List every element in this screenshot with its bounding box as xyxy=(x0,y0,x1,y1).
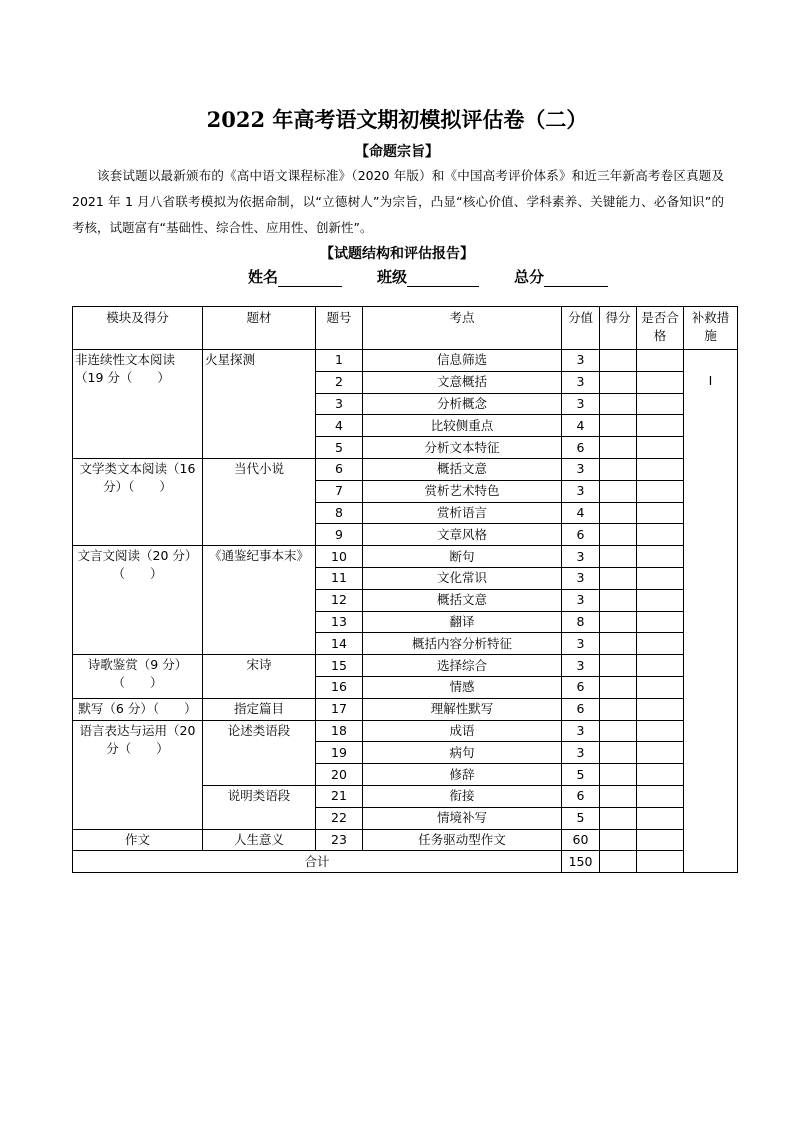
module-cell: 文学类文本阅读（16 分）（ ） xyxy=(73,458,203,545)
material-cell: 当代小说 xyxy=(203,458,316,545)
table-row xyxy=(73,546,738,568)
section-heading-structure: 【试题结构和评估报告】 xyxy=(320,246,474,262)
pass-check-cell[interactable] xyxy=(637,633,684,655)
class-field[interactable] xyxy=(377,266,479,287)
exam-point-cell: 选择综合 xyxy=(363,655,562,677)
pass-check-cell[interactable] xyxy=(637,524,684,546)
total-label-cell: 合计 xyxy=(73,851,562,873)
earned-score-cell[interactable] xyxy=(600,567,637,589)
earned-score-cell[interactable] xyxy=(600,393,637,415)
full-score-cell: 6 xyxy=(562,524,600,546)
total-earned-cell[interactable] xyxy=(600,851,637,873)
exam-point-cell: 赏析语言 xyxy=(363,502,562,524)
full-score-cell: 3 xyxy=(562,546,600,568)
module-cell: 作文 xyxy=(73,829,203,851)
question-number-cell: 12 xyxy=(316,589,363,611)
question-number-cell: 20 xyxy=(316,764,363,786)
question-number-cell: 13 xyxy=(316,611,363,633)
question-number-cell: 16 xyxy=(316,676,363,698)
question-number-cell: 14 xyxy=(316,633,363,655)
question-number-cell: 3 xyxy=(316,393,363,415)
exam-point-cell: 分析概念 xyxy=(363,393,562,415)
pass-check-cell[interactable] xyxy=(637,611,684,633)
pass-check-cell[interactable] xyxy=(637,698,684,720)
name-field[interactable] xyxy=(248,266,342,287)
header-cell: 分值 xyxy=(562,307,600,350)
total-label: 总分 xyxy=(514,268,545,286)
question-number-cell: 18 xyxy=(316,720,363,742)
earned-score-cell[interactable] xyxy=(600,546,637,568)
pass-check-cell[interactable] xyxy=(637,458,684,480)
pass-check-cell[interactable] xyxy=(637,480,684,502)
remedy-cell[interactable] xyxy=(684,350,738,873)
remedy-mark: I xyxy=(708,373,713,388)
full-score-cell: 3 xyxy=(562,350,600,372)
question-number-cell: 6 xyxy=(316,458,363,480)
pass-check-cell[interactable] xyxy=(637,415,684,437)
question-number-cell: 19 xyxy=(316,742,363,764)
exam-point-cell: 信息筛选 xyxy=(363,350,562,372)
total-blank[interactable] xyxy=(544,270,608,287)
full-score-cell: 6 xyxy=(562,698,600,720)
table-row xyxy=(73,350,738,372)
table-row xyxy=(73,458,738,480)
exam-point-cell: 文化常识 xyxy=(363,567,562,589)
earned-score-cell[interactable] xyxy=(600,829,637,851)
full-score-cell: 5 xyxy=(562,764,600,786)
header-cell: 得分 xyxy=(600,307,637,350)
section-heading-purpose: 【命题宗旨】 xyxy=(355,144,439,160)
full-score-cell: 6 xyxy=(562,437,600,459)
pass-check-cell[interactable] xyxy=(637,720,684,742)
full-score-cell: 3 xyxy=(562,655,600,677)
question-number-cell: 1 xyxy=(316,350,363,372)
total-field[interactable] xyxy=(514,266,608,287)
exam-point-cell: 衔接 xyxy=(363,785,562,807)
module-cell: 诗歌鉴赏（9 分）（ ） xyxy=(73,655,203,699)
full-score-cell: 3 xyxy=(562,567,600,589)
exam-point-cell: 概括内容分析特征 xyxy=(363,633,562,655)
header-cell: 模块及得分 xyxy=(73,307,203,350)
pass-check-cell[interactable] xyxy=(637,807,684,829)
module-cell: 非连续性文本阅读（19 分（ ） xyxy=(73,350,203,459)
earned-score-cell[interactable] xyxy=(600,524,637,546)
full-score-cell: 5 xyxy=(562,807,600,829)
exam-point-cell: 任务驱动型作文 xyxy=(363,829,562,851)
exam-point-cell: 文意概括 xyxy=(363,371,562,393)
total-row xyxy=(73,851,738,873)
earned-score-cell[interactable] xyxy=(600,350,637,372)
pass-check-cell[interactable] xyxy=(637,546,684,568)
material-cell: 火星探测 xyxy=(203,350,316,459)
full-score-cell: 3 xyxy=(562,393,600,415)
exam-point-cell: 概括文意 xyxy=(363,458,562,480)
header-cell: 补救措施 xyxy=(684,307,738,350)
material-cell: 《通鉴纪事本末》 xyxy=(203,546,316,655)
material-cell: 宋诗 xyxy=(203,655,316,699)
module-cell: 默写（6 分）（ ） xyxy=(73,698,203,720)
question-number-cell: 5 xyxy=(316,437,363,459)
pass-check-cell[interactable] xyxy=(637,502,684,524)
module-cell: 文言文阅读（20 分）（ ） xyxy=(73,546,203,655)
pass-check-cell[interactable] xyxy=(637,567,684,589)
earned-score-cell[interactable] xyxy=(600,633,637,655)
question-number-cell: 15 xyxy=(316,655,363,677)
full-score-cell: 3 xyxy=(562,458,600,480)
pass-check-cell[interactable] xyxy=(637,829,684,851)
name-blank[interactable] xyxy=(278,270,342,287)
exam-point-cell: 赏析艺术特色 xyxy=(363,480,562,502)
total-pass-cell[interactable] xyxy=(637,851,684,873)
exam-point-cell: 病句 xyxy=(363,742,562,764)
full-score-cell: 3 xyxy=(562,742,600,764)
material-cell: 人生意义 xyxy=(203,829,316,851)
earned-score-cell[interactable] xyxy=(600,742,637,764)
full-score-cell: 4 xyxy=(562,415,600,437)
earned-score-cell[interactable] xyxy=(600,676,637,698)
page-title: 2022 年高考语文期初模拟评估卷（二） xyxy=(206,107,588,132)
name-label: 姓名 xyxy=(248,268,279,286)
full-score-cell: 60 xyxy=(562,829,600,851)
question-number-cell: 21 xyxy=(316,785,363,807)
exam-point-cell: 比较侧重点 xyxy=(363,415,562,437)
intro-paragraph: 该套试题以最新颁布的《高中语文课程标准》（2020 年版）和《中国高考评价体系》和近三年新高考卷区真题及 2021 年 1 月八省联考模拟为依据命制，以“立德树人”为宗旨，凸显“核心价值、学科素养、关键能力、必备知识”的考核，试题富有“基础性、综合性、应用性、创新性”。 xyxy=(72,168,724,235)
exam-point-cell: 修辞 xyxy=(363,764,562,786)
full-score-cell: 4 xyxy=(562,502,600,524)
full-score-cell: 6 xyxy=(562,785,600,807)
full-score-cell: 3 xyxy=(562,720,600,742)
question-number-cell: 8 xyxy=(316,502,363,524)
question-number-cell: 9 xyxy=(316,524,363,546)
pass-check-cell[interactable] xyxy=(637,676,684,698)
exam-point-cell: 情境补写 xyxy=(363,807,562,829)
earned-score-cell[interactable] xyxy=(600,415,637,437)
earned-score-cell[interactable] xyxy=(600,480,637,502)
exam-point-cell: 分析文本特征 xyxy=(363,437,562,459)
module-cell: 语言表达与运用（20 分（ ） xyxy=(73,720,203,829)
table-row xyxy=(73,829,738,851)
full-score-cell: 3 xyxy=(562,371,600,393)
earned-score-cell[interactable] xyxy=(600,698,637,720)
pass-check-cell[interactable] xyxy=(637,785,684,807)
question-number-cell: 17 xyxy=(316,698,363,720)
pass-check-cell[interactable] xyxy=(637,655,684,677)
material-cell: 论述类语段 xyxy=(203,720,316,785)
question-number-cell: 22 xyxy=(316,807,363,829)
header-cell: 考点 xyxy=(363,307,562,350)
exam-point-cell: 理解性默写 xyxy=(363,698,562,720)
full-score-cell: 6 xyxy=(562,676,600,698)
full-score-cell: 3 xyxy=(562,633,600,655)
earned-score-cell[interactable] xyxy=(600,371,637,393)
exam-point-cell: 断句 xyxy=(363,546,562,568)
score-table xyxy=(72,306,738,873)
pass-check-cell[interactable] xyxy=(637,437,684,459)
class-label: 班级 xyxy=(377,268,408,286)
pass-check-cell[interactable] xyxy=(637,371,684,393)
question-number-cell: 11 xyxy=(316,567,363,589)
exam-point-cell: 翻译 xyxy=(363,611,562,633)
full-score-cell: 3 xyxy=(562,480,600,502)
earned-score-cell[interactable] xyxy=(600,611,637,633)
exam-point-cell: 情感 xyxy=(363,676,562,698)
full-score-cell: 8 xyxy=(562,611,600,633)
pass-check-cell[interactable] xyxy=(637,350,684,372)
earned-score-cell[interactable] xyxy=(600,655,637,677)
question-number-cell: 10 xyxy=(316,546,363,568)
pass-check-cell[interactable] xyxy=(637,393,684,415)
exam-point-cell: 概括文意 xyxy=(363,589,562,611)
pass-check-cell[interactable] xyxy=(637,742,684,764)
earned-score-cell[interactable] xyxy=(600,720,637,742)
earned-score-cell[interactable] xyxy=(600,502,637,524)
earned-score-cell[interactable] xyxy=(600,807,637,829)
table-row xyxy=(73,655,738,677)
exam-point-cell: 文章风格 xyxy=(363,524,562,546)
table-row xyxy=(73,698,738,720)
header-cell: 题材 xyxy=(203,307,316,350)
earned-score-cell[interactable] xyxy=(600,785,637,807)
earned-score-cell[interactable] xyxy=(600,458,637,480)
earned-score-cell[interactable] xyxy=(600,437,637,459)
pass-check-cell[interactable] xyxy=(637,764,684,786)
pass-check-cell[interactable] xyxy=(637,589,684,611)
question-number-cell: 2 xyxy=(316,371,363,393)
earned-score-cell[interactable] xyxy=(600,764,637,786)
table-header-row xyxy=(73,307,738,350)
question-number-cell: 7 xyxy=(316,480,363,502)
exam-point-cell: 成语 xyxy=(363,720,562,742)
table-row xyxy=(73,720,738,742)
class-blank[interactable] xyxy=(407,270,479,287)
question-number-cell: 4 xyxy=(316,415,363,437)
header-cell: 题号 xyxy=(316,307,363,350)
question-number-cell: 23 xyxy=(316,829,363,851)
earned-score-cell[interactable] xyxy=(600,589,637,611)
header-cell: 是否合格 xyxy=(637,307,684,350)
total-value-cell: 150 xyxy=(562,851,600,873)
material-cell: 说明类语段 xyxy=(203,785,316,829)
material-cell: 指定篇目 xyxy=(203,698,316,720)
full-score-cell: 3 xyxy=(562,589,600,611)
